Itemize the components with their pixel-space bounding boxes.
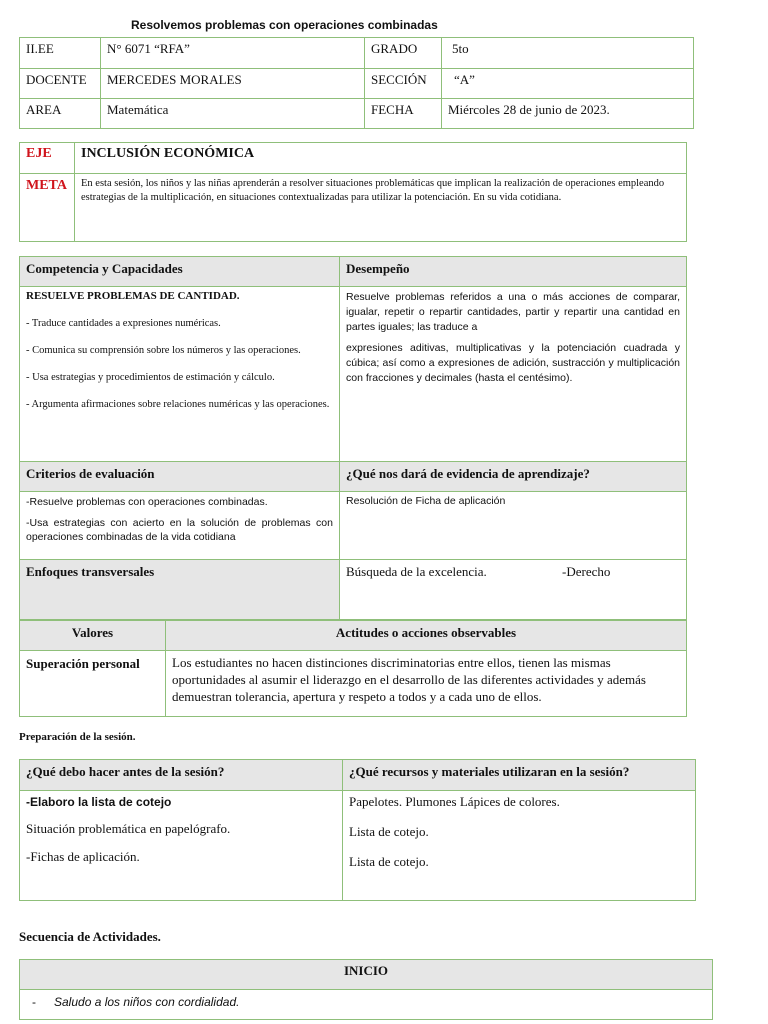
preparacion-table xyxy=(19,759,696,901)
value-seccion: “A” xyxy=(442,69,694,99)
desempeno-text-2: expresiones aditivas, multiplicativas y la potenciación cuadrada y cúbica; así como a expresiones de adición, sustracción y multiplicación con fracciones y decimales (hasta el centésimo). xyxy=(346,342,680,384)
criterios-cell xyxy=(20,492,340,560)
criterio-item: -Usa estrategias con acierto en la solución de problemas con operaciones combinadas de la vida cotidiana xyxy=(26,517,333,543)
actitud-cell: Los estudiantes no hacen distinciones discriminatorias entre ellos, tienen las mismas oportunidades al asumir el liderazgo en el desarrollo de las diferentes actividades y además demuestran tolerancia, apertura y respeto a todos y a cada uno de ellos. xyxy=(166,651,687,717)
enfoque-value: -Derecho xyxy=(562,564,611,579)
recursos-cell xyxy=(343,791,696,901)
enfoques-cell xyxy=(340,560,687,620)
inicio-header: INICIO xyxy=(20,960,713,990)
eje-meta-table xyxy=(19,142,687,242)
label-docente: DOCENTE xyxy=(20,69,101,99)
preparacion-title: Preparación de la sesión. xyxy=(19,731,136,743)
competencia-title: RESUELVE PROBLEMAS DE CANTIDAD. xyxy=(26,290,240,302)
label-fecha: FECHA xyxy=(365,99,442,129)
value-iiee: N° 6071 “RFA” xyxy=(101,38,365,69)
desempeno-cell xyxy=(340,287,687,462)
antes-item: -Elaboro la lista de cotejo xyxy=(26,795,172,809)
meta-text: En esta sesión, los niños y las niñas aprenderán a resolver situaciones problemáticas que implican la realización de operaciones empleando estrategias de la multiplicación, en situaciones contextualizadas para utilizar la potenciación. En su vida cotidiana. xyxy=(75,174,687,242)
label-grado: GRADO xyxy=(365,38,442,69)
desempeno-text-1: Resuelve problemas referidos a una o más acciones de comparar, igualar, repetir o repartir cantidades, partir y repartir una cantidad en partes iguales; las traduce a xyxy=(346,291,680,333)
value-area: Matemática xyxy=(101,99,365,129)
meta-label: META xyxy=(20,174,75,242)
capacidad-item: - Traduce cantidades a expresiones numéricas. xyxy=(26,318,221,329)
enfoque-value: Búsqueda de la excelencia. xyxy=(346,564,487,579)
valor-cell: Superación personal xyxy=(20,651,166,717)
criterios-header: Criterios de evaluación xyxy=(20,462,340,492)
recursos-header: ¿Qué recursos y materiales utilizaran en la sesión? xyxy=(343,760,696,791)
inicio-item xyxy=(20,990,713,1020)
antes-header: ¿Qué debo hacer antes de la sesión? xyxy=(20,760,343,791)
enfoques-header: Enfoques transversales xyxy=(20,560,340,620)
valores-table xyxy=(19,620,687,717)
value-docente: MERCEDES MORALES xyxy=(101,69,365,99)
valores-header: Valores xyxy=(20,621,166,651)
eje-label: EJE xyxy=(20,143,75,174)
bullet: - xyxy=(32,995,36,1009)
secuencia-table xyxy=(19,959,713,1020)
antes-item: -Fichas de aplicación. xyxy=(26,849,140,864)
antes-cell xyxy=(20,791,343,901)
label-iiee: II.EE xyxy=(20,38,101,69)
capacidad-item: - Comunica su comprensión sobre los números y las operaciones. xyxy=(26,345,301,356)
capacidad-item: - Argumenta afirmaciones sobre relaciones numéricas y las operaciones. xyxy=(26,399,330,410)
inicio-item-text: Saludo a los niños con cordialidad. xyxy=(54,995,240,1009)
desempeno-header: Desempeño xyxy=(340,257,687,287)
info-table xyxy=(19,37,694,129)
capacidades-cell xyxy=(20,287,340,462)
evidencia-cell: Resolución de Ficha de aplicación xyxy=(340,492,687,560)
document-title: Resolvemos problemas con operaciones combinadas xyxy=(131,18,438,32)
value-fecha: Miércoles 28 de junio de 2023. xyxy=(442,99,694,129)
criterio-item: -Resuelve problemas con operaciones combinadas. xyxy=(26,496,268,508)
capacidad-item: - Usa estrategias y procedimientos de estimación y cálculo. xyxy=(26,372,275,383)
value-grado: 5to xyxy=(442,38,694,69)
competencia-header: Competencia y Capacidades xyxy=(20,257,340,287)
secuencia-title: Secuencia de Actividades. xyxy=(19,929,161,944)
recurso-item: Lista de cotejo. xyxy=(349,824,429,839)
competencia-table xyxy=(19,256,687,620)
antes-item: Situación problemática en papelógrafo. xyxy=(26,821,231,836)
recurso-item: Papelotes. Plumones Lápices de colores. xyxy=(349,794,560,809)
label-seccion: SECCIÓN xyxy=(365,69,442,99)
label-area: AREA xyxy=(20,99,101,129)
actitudes-header: Actitudes o acciones observables xyxy=(166,621,687,651)
eje-value: INCLUSIÓN ECONÓMICA xyxy=(75,143,687,174)
evidencia-header: ¿Qué nos dará de evidencia de aprendizaje? xyxy=(340,462,687,492)
recurso-item: Lista de cotejo. xyxy=(349,854,429,869)
